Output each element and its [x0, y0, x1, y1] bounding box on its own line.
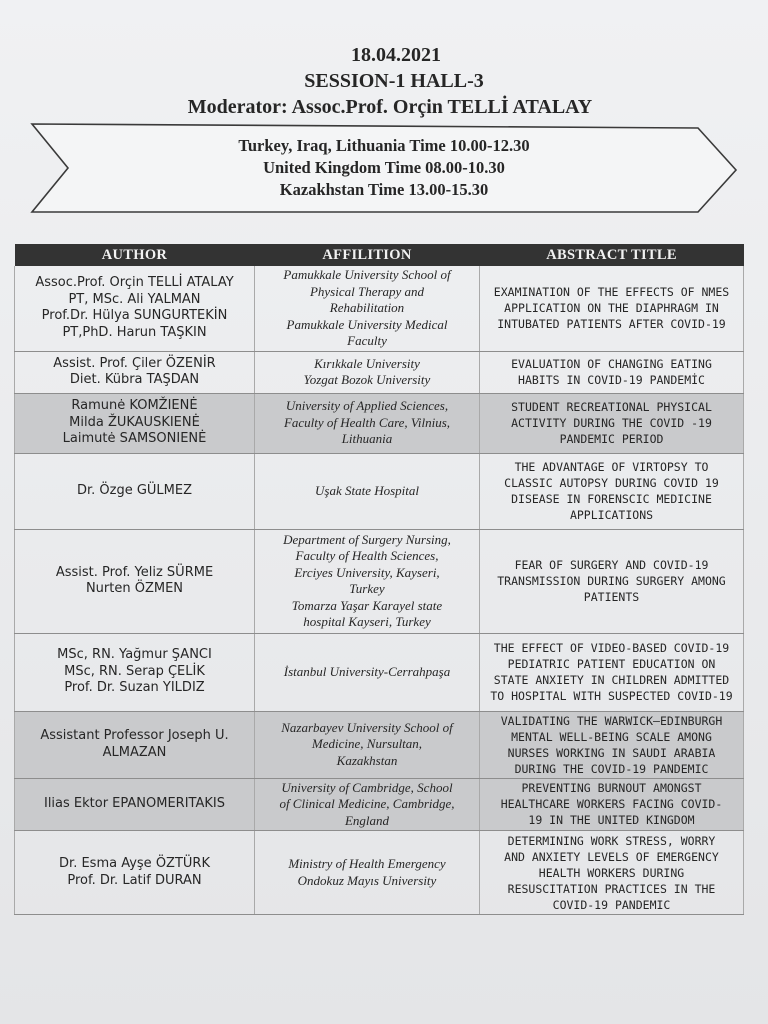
abstract-title-line: AND ANXIETY LEVELS OF EMERGENCY: [504, 849, 719, 864]
abstract-title-line: STATE ANXIETY IN CHILDREN ADMITTED: [493, 673, 730, 687]
schedule-table: [14, 244, 744, 915]
abstract-title-cell: [480, 266, 744, 351]
author-line: Prof. Dr. Suzan YILDIZ: [64, 680, 205, 696]
table-row: [15, 778, 744, 831]
author-line: Laimutė SAMSONIENĖ: [62, 431, 207, 447]
time-zone-banner: [28, 122, 740, 216]
abstract-title-line: HEALTHCARE WORKERS FACING COVID-: [500, 797, 723, 812]
author-line: Assistant Professor Joseph U.: [40, 728, 229, 743]
author-cell: [15, 778, 255, 831]
abstract-title-line: VALIDATING THE WARWICK–EDINBURGH: [500, 713, 723, 728]
abstract-title-line: ACTIVITY DURING THE COVID -19: [511, 416, 712, 430]
affiliation-line: University of Cambridge, School: [281, 779, 453, 795]
moderator-line: Moderator: Assoc.Prof. Orçin TELLİ ATALAY: [187, 96, 593, 118]
abstract-title-cell: [480, 711, 744, 778]
header-abstract-title: ABSTRACT TITLE: [480, 244, 744, 266]
abstract-title-line: APPLICATION ON THE DIAPHRAGM IN: [504, 301, 719, 316]
abstract-title-line: TRANSMISSION DURING SURGERY AMONG: [497, 574, 726, 588]
abstract-title-line: THE EFFECT OF VIDEO-BASED COVID-19: [493, 641, 730, 655]
table-row: [15, 831, 744, 915]
affiliation-line: of Clinical Medicine, Cambridge,: [279, 796, 455, 811]
abstract-title-line: FEAR OF SURGERY AND COVID-19: [514, 558, 709, 572]
author-line: Nurten ÖZMEN: [85, 581, 184, 596]
abstract-title-line: 19 IN THE UNITED KINGDOM: [528, 813, 695, 828]
banner-line-turkey-iraq-lithuania: Turkey, Iraq, Lithuania Time 10.00-12.30: [238, 136, 530, 155]
session-hall: SESSION-1 HALL-3: [304, 70, 484, 92]
affiliation-line: England: [344, 812, 390, 828]
abstract-title-line: PEDIATRIC PATIENT EDUCATION ON: [507, 657, 716, 671]
abstract-title-cell: [480, 831, 744, 915]
affiliation-line: Nazarbayev University School of: [281, 719, 453, 735]
author-cell: [15, 711, 255, 778]
table-row: [15, 453, 744, 529]
affiliation-line: University of Applied Sciences,: [285, 398, 449, 414]
affiliation-cell: [255, 633, 480, 711]
affiliation-line: Rehabilitation: [329, 300, 405, 315]
table-row: [15, 529, 744, 633]
affiliation-cell: [255, 778, 480, 831]
author-line: PT, MSc. Ali YALMAN: [68, 291, 201, 307]
table-row: [15, 351, 744, 393]
affiliation-line: hospital Kayseri, Turkey: [303, 614, 431, 629]
session-date: 18.04.2021: [351, 44, 441, 66]
affiliation-line: Physical Therapy and: [309, 283, 425, 299]
affiliation-line: Kırıkkale University: [314, 355, 420, 371]
schedule-body: [15, 266, 744, 915]
affiliation-line: Faculty of Health Care, Vilnius,: [283, 414, 451, 430]
affiliation-line: Faculty: [347, 333, 387, 348]
affiliation-line: Pamukkale University Medical: [286, 316, 448, 332]
table-row: [15, 266, 744, 351]
abstract-title-line: HEALTH WORKERS DURING: [538, 865, 685, 880]
author-line: MSc, RN. Yağmur ŞANCI: [57, 647, 212, 663]
affiliation-line: Erciyes University, Kayseri,: [294, 564, 440, 580]
abstract-title-line: EXAMINATION OF THE EFFECTS OF NMES: [493, 285, 730, 300]
abstract-title-line: PATIENTS: [583, 590, 640, 604]
abstract-title-cell: [480, 529, 744, 633]
abstract-title-line: DURING THE COVID-19 PANDEMIC: [514, 761, 709, 776]
banner-line-united-kingdom: United Kingdom Time 08.00-10.30: [263, 158, 505, 177]
affiliation-line: Pamukkale University School of: [283, 267, 451, 282]
abstract-title-cell: [480, 633, 744, 711]
abstract-title-line: APPLICATIONS: [569, 508, 654, 522]
affiliation-cell: [255, 711, 480, 778]
author-cell: [15, 529, 255, 633]
affiliation-cell: [255, 266, 480, 351]
author-line: Ilias Ektor EPANOMERITAKIS: [43, 796, 225, 811]
author-line: Dr. Özge GÜLMEZ: [76, 482, 193, 498]
abstract-title-line: PANDEMIC PERIOD: [559, 432, 664, 446]
header-affiliation: AFFILITION: [255, 244, 480, 266]
affiliation-line: Ondokuz Mayıs University: [297, 872, 437, 888]
author-cell: [15, 831, 255, 915]
abstract-title-line: RESUSCITATION PRACTICES IN THE: [507, 881, 716, 896]
abstract-title-line: DISEASE IN FORENSCIC MEDICINE: [511, 492, 712, 506]
affiliation-line: Kazakhstan: [336, 752, 398, 768]
author-cell: [15, 453, 255, 529]
abstract-title-cell: [480, 778, 744, 831]
abstract-title-line: PREVENTING BURNOUT AMONGST: [521, 781, 702, 796]
affiliation-line: İstanbul University-Cerrahpaşa: [283, 663, 451, 679]
author-cell: [15, 351, 255, 393]
affiliation-line: Lithuania: [341, 431, 393, 447]
author-cell: [15, 393, 255, 453]
header-author: AUTHOR: [15, 244, 255, 266]
author-line: Prof.Dr. Hülya SUNGURTEKİN: [41, 308, 228, 324]
affiliation-cell: [255, 831, 480, 915]
affiliation-cell: [255, 351, 480, 393]
affiliation-line: Uşak State Hospital: [315, 482, 419, 498]
author-line: Ramunė KOMŽIENĖ: [71, 398, 198, 414]
banner-line-kazakhstan: Kazakhstan Time 13.00-15.30: [279, 180, 489, 199]
abstract-title-line: COVID-19 PANDEMIC: [552, 897, 671, 912]
author-line: Assist. Prof. Yeliz SÜRME: [55, 564, 214, 580]
author-cell: [15, 266, 255, 351]
author-line: Diet. Kübra TAŞDAN: [69, 372, 200, 387]
affiliation-cell: [255, 529, 480, 633]
abstract-title-line: MENTAL WELL-BEING SCALE AMONG: [511, 729, 712, 744]
abstract-title-line: HABITS IN COVID-19 PANDEMİC: [518, 373, 705, 387]
affiliation-line: Faculty of Health Sciences,: [295, 548, 439, 563]
author-line: Milda ŽUKAUSKIENĖ: [69, 414, 200, 430]
author-line: Assist. Prof. Çiler ÖZENİR: [53, 355, 216, 371]
affiliation-cell: [255, 453, 480, 529]
affiliation-line: Tomarza Yaşar Karayel state: [291, 597, 443, 613]
abstract-title-line: CLASSIC AUTOPSY DURING COVID 19: [504, 476, 719, 490]
table-row: [15, 711, 744, 778]
table-row: [15, 393, 744, 453]
table-row: [15, 633, 744, 711]
author-line: ALMAZAN: [102, 744, 167, 760]
abstract-title-line: NURSES WORKING IN SAUDI ARABIA: [507, 745, 716, 760]
table-header-row: [15, 244, 744, 266]
abstract-title-cell: [480, 351, 744, 393]
author-line: Prof. Dr. Latif DURAN: [67, 872, 202, 888]
abstract-title-line: TO HOSPITAL WITH SUSPECTED COVID-19: [490, 689, 733, 703]
abstract-title-cell: [480, 453, 744, 529]
author-line: PT,PhD. Harun TAŞKIN: [62, 324, 207, 340]
author-cell: [15, 633, 255, 711]
affiliation-line: Ministry of Health Emergency: [288, 856, 446, 871]
affiliation-line: Yozgat Bozok University: [303, 372, 431, 387]
abstract-title-line: DETERMINING WORK STRESS, WORRY: [507, 833, 716, 848]
abstract-title-cell: [480, 393, 744, 453]
abstract-title-line: STUDENT RECREATIONAL PHYSICAL: [511, 400, 712, 414]
affiliation-line: Department of Surgery Nursing,: [283, 531, 451, 547]
abstract-title-line: EVALUATION OF CHANGING EATING: [511, 357, 712, 371]
affiliation-line: Turkey: [349, 581, 385, 596]
author-line: Dr. Esma Ayşe ÖZTÜRK: [59, 856, 210, 871]
affiliation-cell: [255, 393, 480, 453]
abstract-title-line: THE ADVANTAGE OF VIRTOPSY TO: [514, 460, 709, 474]
affiliation-line: Medicine, Nursultan,: [311, 736, 423, 752]
author-line: MSc, RN. Serap ÇELİK: [64, 663, 205, 679]
author-line: Assoc.Prof. Orçin TELLİ ATALAY: [35, 275, 234, 291]
abstract-title-line: INTUBATED PATIENTS AFTER COVID-19: [497, 317, 726, 332]
